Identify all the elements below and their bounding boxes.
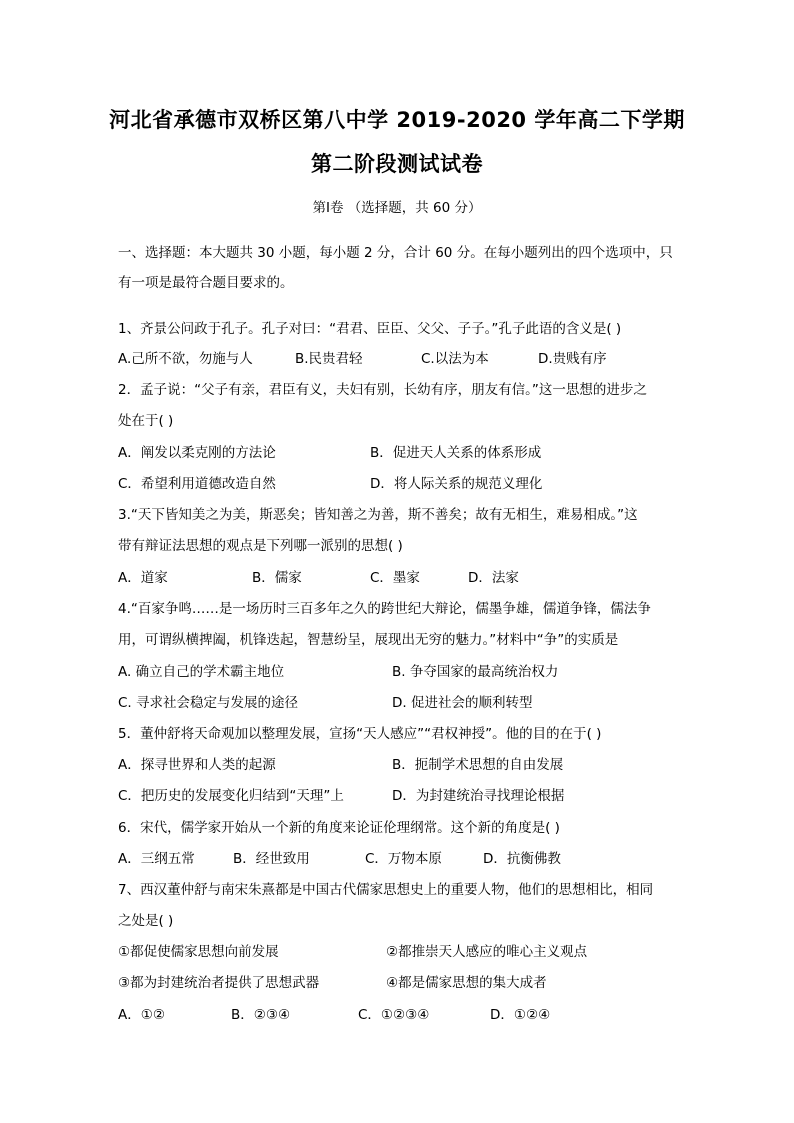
q7-statement-1: ①都促使儒家思想向前发展 xyxy=(118,944,279,960)
q1-option-b: B.民贵君轻 xyxy=(295,351,363,367)
q7-stem-line2: 之处是( ) xyxy=(118,913,174,929)
q7-option-a: A．①② xyxy=(118,1007,165,1023)
q6-option-c: C．万物本原 xyxy=(365,851,442,867)
q7-option-d: D．①②④ xyxy=(490,1007,551,1023)
section-heading: 第Ⅰ卷 （选择题，共 60 分） xyxy=(312,200,482,216)
q6-option-b: B．经世致用 xyxy=(233,851,310,867)
instructions-line1: 一、选择题：本大题共 30 小题，每小题 2 分，合计 60 分。在每小题列出的四个选项中，只 xyxy=(118,245,673,261)
q2-option-d: D．将人际关系的规范义理化 xyxy=(370,476,543,492)
q5-option-a: A．探寻世界和人类的起源 xyxy=(118,757,276,773)
q1-option-a: A.己所不欲，勿施与人 xyxy=(118,351,253,367)
q6-option-a: A．三纲五常 xyxy=(118,851,195,867)
q7-statement-3: ③都为封建统治者提供了思想武器 xyxy=(118,975,320,991)
q4-option-d: D. 促进社会的顺利转型 xyxy=(392,695,533,711)
q1-option-d: D.贵贱有序 xyxy=(538,351,607,367)
q5-option-b: B．扼制学术思想的自由发展 xyxy=(392,757,564,773)
q4-stem-line2: 用，可谓纵横捭阖，机锋迭起，智慧纷呈，展现出无穷的魅力。”材料中“争”的实质是 xyxy=(118,632,619,648)
q7-option-c: C．①②③④ xyxy=(358,1007,430,1023)
q6-stem: 6．宋代，儒学家开始从一个新的角度来论证伦理纲常。这个新的角度是( ) xyxy=(118,820,560,836)
q6-option-d: D．抗衡佛教 xyxy=(483,851,561,867)
q3-option-c: C．墨家 xyxy=(370,570,420,586)
q3-option-a: A．道家 xyxy=(118,570,168,586)
q2-stem-line2: 处在于( ) xyxy=(118,413,174,429)
q2-option-c: C．希望利用道德改造自然 xyxy=(118,476,276,492)
q5-option-c: C．把历史的发展变化归结到“天理”上 xyxy=(118,788,344,804)
q2-option-a: A．阐发以柔克刚的方法论 xyxy=(118,445,276,461)
q1-option-c: C.以法为本 xyxy=(421,351,489,367)
q2-option-b: B．促进天人关系的体系形成 xyxy=(370,445,542,461)
q4-option-c: C. 寻求社会稳定与发展的途径 xyxy=(118,695,299,711)
q3-stem-line1: 3.“天下皆知美之为美，斯恶矣；皆知善之为善，斯不善矣；故有无相生，难易相成。”这 xyxy=(118,507,638,523)
q4-option-b: B. 争夺国家的最高统治权力 xyxy=(392,664,559,680)
q7-option-b: B．②③④ xyxy=(231,1007,291,1023)
q7-statement-4: ④都是儒家思想的集大成者 xyxy=(386,975,547,991)
q7-statement-2: ②都推崇天人感应的唯心主义观点 xyxy=(386,944,588,960)
q7-stem-line1: 7、西汉董仲舒与南宋朱熹都是中国古代儒家思想史上的重要人物，他们的思想相比，相同 xyxy=(118,882,654,898)
q4-stem-line1: 4.“百家争鸣……是一场历时三百多年之久的跨世纪大辩论，儒墨争雄，儒道争锋，儒法争 xyxy=(118,601,651,617)
instructions-line2: 有一项是最符合题目要求的。 xyxy=(118,275,294,291)
q3-option-d: D．法家 xyxy=(468,570,519,586)
exam-title-line1: 河北省承德市双桥区第八中学 2019-2020 学年高二下学期 xyxy=(109,108,685,132)
q5-option-d: D．为封建统治寻找理论根据 xyxy=(392,788,565,804)
q3-stem-line2: 带有辩证法思想的观点是下列哪一派别的思想( ) xyxy=(118,538,403,554)
q2-stem-line1: 2．孟子说：“父子有亲，君臣有义，夫妇有别，长幼有序，朋友有信。”这一思想的进步之 xyxy=(118,382,647,398)
q5-stem: 5．董仲舒将天命观加以整理发展，宣扬“天人感应”“君权神授”。他的目的在于( ) xyxy=(118,726,602,742)
q4-option-a: A. 确立自己的学术霸主地位 xyxy=(118,664,285,680)
exam-title-line2: 第二阶段测试试卷 xyxy=(311,152,483,176)
q3-option-b: B．儒家 xyxy=(252,570,302,586)
q1-stem: 1、齐景公问政于孔子。孔子对曰：“君君、臣臣、父父、子子。”孔子此语的含义是( ) xyxy=(118,321,622,337)
